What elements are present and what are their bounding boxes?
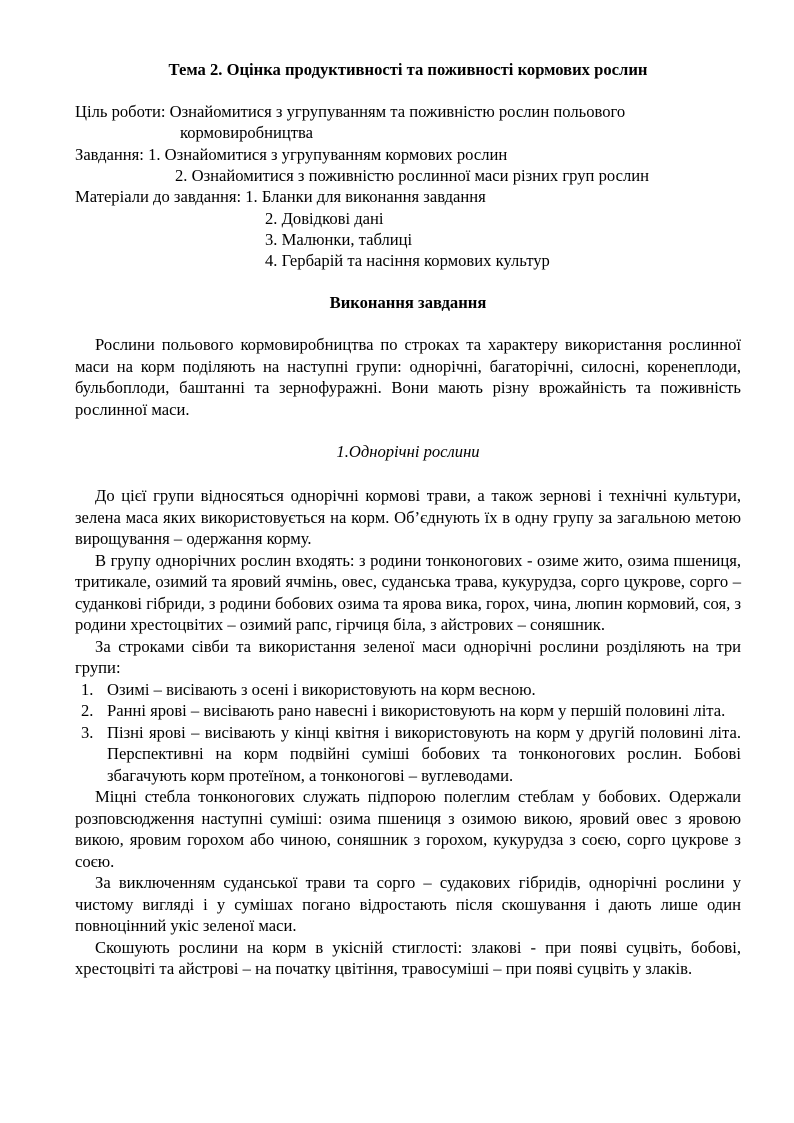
materials-label: Матеріали до завдання: xyxy=(75,187,242,206)
body-block xyxy=(75,485,741,980)
closing-paragraph-2: За виключенням суданської трави та сорго – судакових гібридів, однорічні рослини у чистому вигляді і у сумішах погано відростають після скошування і дають лише один повноцінний укіс зеленої маси. xyxy=(75,873,741,935)
list-item xyxy=(75,679,741,701)
closing-paragraph-3: Скошують рослини на корм в укісній стиглості: злакові - при появі суцвіть, бобові, хрестоцвіті та айстрові – на початку цвітіння, травосуміші – при появі суцвіть у злаків. xyxy=(75,937,741,978)
goal-label: Ціль роботи: xyxy=(75,102,166,121)
subsection-title: 1.Однорічні рослини xyxy=(336,442,480,461)
intro-block xyxy=(75,334,741,420)
paragraph-2: В групу однорічних рослин входять: з родини тонконогових - озиме жито, озима пшениця, тритикале, озимий та яровий ячмінь, овес, суданська трава, кукурудза, сорго цукрове, сорго – суданкові гібриди, з родини бобових озима та ярова вика, горох, чина, люпин кормовий, соя, з родини хрестоцвітих – озимий рапс, гірчиця біла, з айстрових – соняшник. xyxy=(75,550,741,634)
page-title: Тема 2. Оцінка продуктивності та поживності кормових рослин xyxy=(168,60,648,79)
list-item xyxy=(75,722,741,787)
paragraph-1: До цієї групи відносяться однорічні кормові трави, а також зернові і технічні культури, зелена маса яких використовується на корм. Об’єднують їх в одну групу за загальною метою вирощування – одержання корму. xyxy=(75,486,741,548)
list-number: 3. xyxy=(81,722,94,742)
section-title: Виконання завдання xyxy=(329,293,487,312)
intro-paragraph: Рослини польового кормовиробництва по строках та характеру використання рослинної маси на корм поділяють на наступні групи: однорічні, багаторічні, силосні, коренеплоди, бульбоплоди, баштанні та зернофуражні. Вони мають різну врожайність та поживність рослинної маси. xyxy=(75,335,741,419)
task-item-2: 2. Ознайомитися з поживністю рослинної маси різних груп рослин xyxy=(175,166,649,185)
goal-text-2: кормовиробництва xyxy=(180,123,313,142)
material-item-2: 2. Довідкові дані xyxy=(265,209,384,228)
closing-paragraph-1: Міцні стебла тонконогових служать підпорою полеглим стеблам у бобових. Одержали розповсюдження наступні суміші: озима пшениця з озимою викою, яровий овес з яровою викою, яровим горохом або чиною, соняшник з горохом, кукурудза з соєю, сорго цукрове з соєю. xyxy=(75,787,741,871)
task-item-1: 1. Ознайомитися з угрупуванням кормових рослин xyxy=(148,145,508,164)
material-item-1: 1. Бланки для виконання завдання xyxy=(245,187,486,206)
tasks-label: Завдання: xyxy=(75,145,144,164)
list-number: 2. xyxy=(81,701,94,720)
groups-list xyxy=(75,679,741,787)
tasks-line-1 xyxy=(75,144,507,166)
list-text: Озимі – висівають з осені і використовують на корм весною. xyxy=(107,679,536,699)
materials-line-1 xyxy=(75,186,486,208)
list-text: Пізні ярові – висівають у кінці квітня і використовують на корм у другій половині літа. Перспективні на корм подвійні суміші бобових та тонконогових рослин. Бобові збагачують корм протеїном, а тонконогові – вуглеводами. xyxy=(107,722,741,785)
list-number: 1. xyxy=(81,679,94,699)
material-item-3: 3. Малюнки, таблиці xyxy=(265,230,413,249)
goal-text-1: Ознайомитися з угрупуванням та поживністю рослин польового xyxy=(169,102,626,121)
list-item xyxy=(75,700,741,722)
paragraph-3: За строками сівби та використання зеленої маси однорічні рослини розділяють на три групи: xyxy=(75,636,741,677)
list-text: Ранні ярові – висівають рано навесні і використовують на корм у першій половині літа. xyxy=(107,701,726,720)
goal-line-1 xyxy=(75,101,625,123)
material-item-4: 4. Гербарій та насіння кормових культур xyxy=(265,251,550,270)
